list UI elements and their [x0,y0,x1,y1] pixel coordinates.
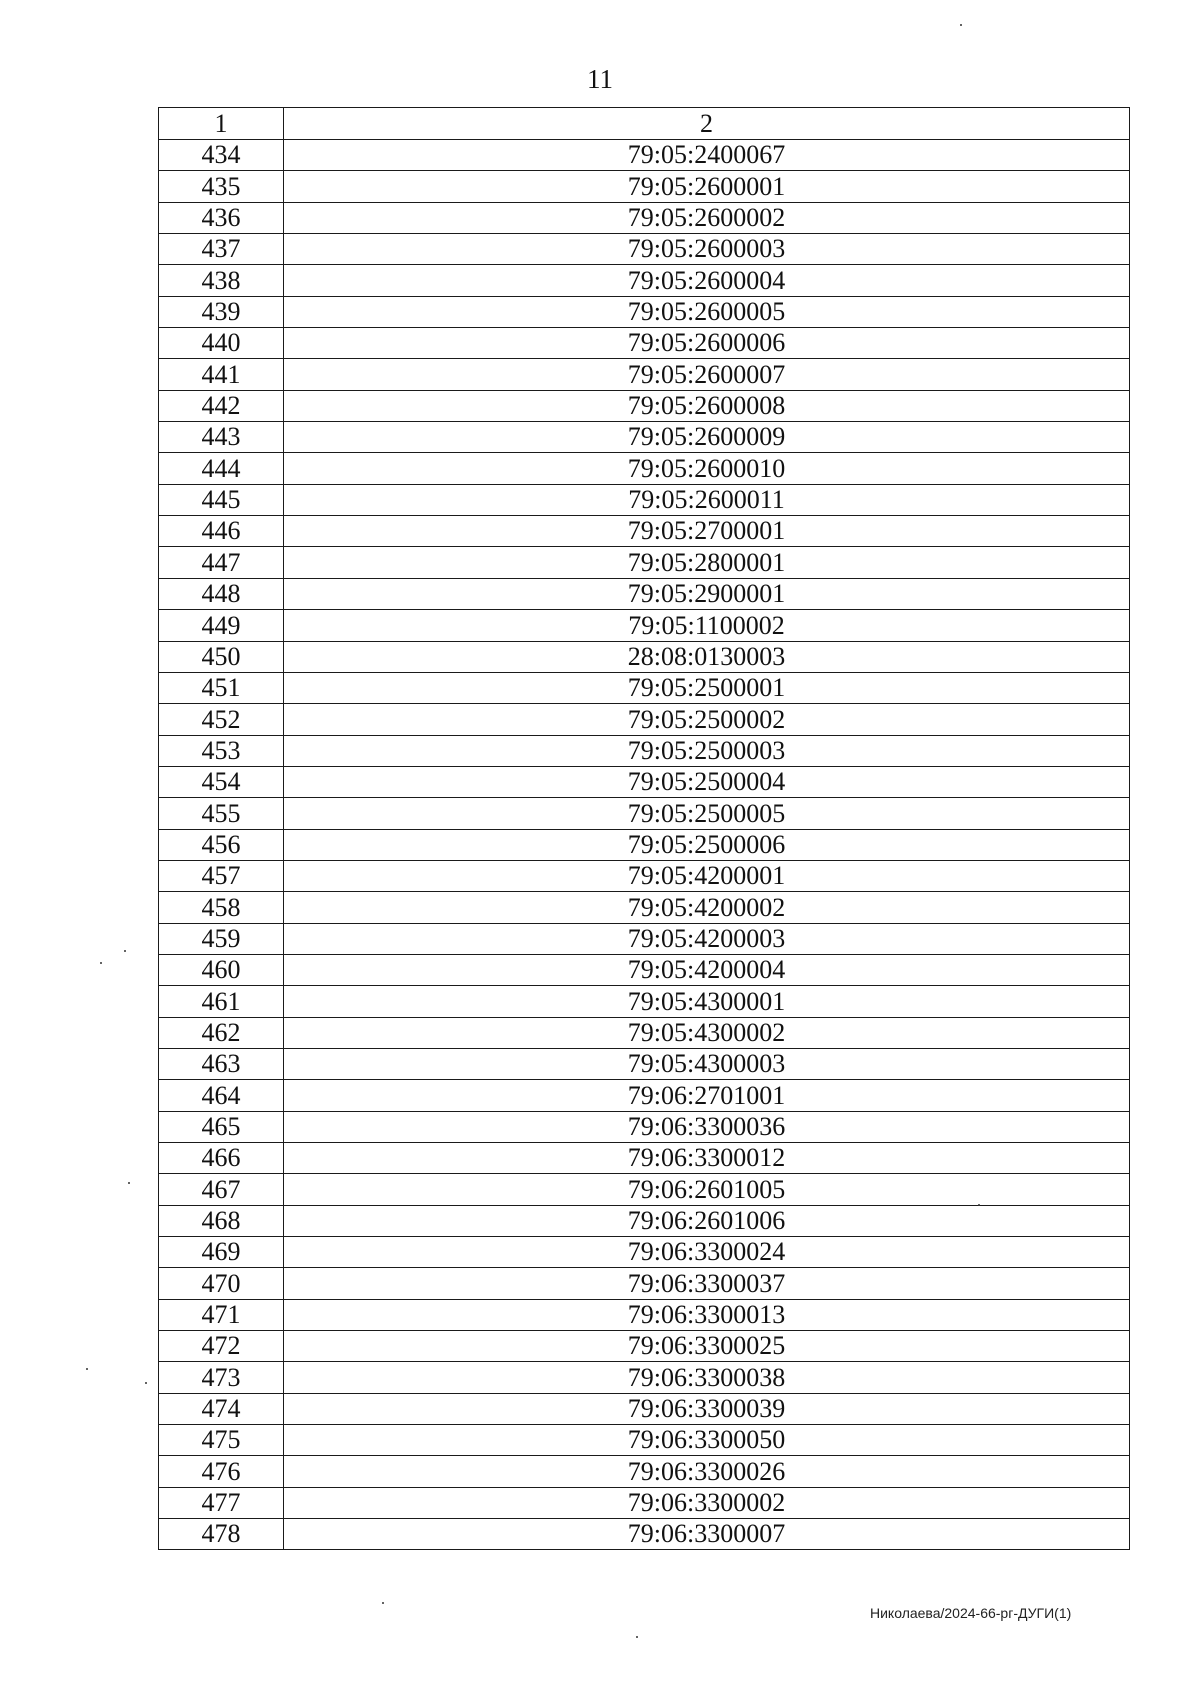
table-row [159,1048,1130,1079]
column-header-number: 1 [159,108,284,140]
cadastral-number: 79:06:3300039 [284,1393,1130,1424]
row-number: 468 [159,1205,284,1236]
table-row [159,359,1130,390]
row-number: 462 [159,1017,284,1048]
table-row [159,860,1130,891]
scan-speck [86,1368,88,1370]
scan-speck [978,1204,980,1206]
cadastral-number: 79:06:3300038 [284,1362,1130,1393]
row-number: 445 [159,484,284,515]
table-header [159,108,1130,140]
table-row [159,296,1130,327]
row-number: 450 [159,641,284,672]
row-number: 446 [159,516,284,547]
row-number: 454 [159,766,284,797]
cadastral-number: 79:06:3300036 [284,1111,1130,1142]
row-number: 453 [159,735,284,766]
row-number: 451 [159,672,284,703]
cadastral-number: 79:06:3300024 [284,1237,1130,1268]
cadastral-number: 79:06:2601005 [284,1174,1130,1205]
row-number: 438 [159,265,284,296]
table-row [159,1487,1130,1518]
row-number: 435 [159,171,284,202]
scan-speck [124,950,126,952]
table-row [159,1519,1130,1550]
cadastral-number: 79:05:4200002 [284,892,1130,923]
scan-speck [145,1382,147,1384]
table-row [159,1393,1130,1424]
document-reference: Николаева/2024-66-рг-ДУГИ(1) [870,1605,1072,1621]
table-row [159,641,1130,672]
scan-speck [100,962,102,964]
table-row [159,1456,1130,1487]
row-number: 441 [159,359,284,390]
row-number: 475 [159,1425,284,1456]
cadastral-number: 79:05:2600004 [284,265,1130,296]
table-row [159,1299,1130,1330]
cadastral-number: 79:05:4200004 [284,954,1130,985]
column-header-cadastral: 2 [284,108,1130,140]
row-number: 466 [159,1143,284,1174]
cadastral-number: 79:05:4300002 [284,1017,1130,1048]
table-row [159,328,1130,359]
row-number: 447 [159,547,284,578]
row-number: 442 [159,390,284,421]
cadastral-number: 79:06:3300037 [284,1268,1130,1299]
table-row [159,923,1130,954]
table-row [159,672,1130,703]
row-number: 461 [159,986,284,1017]
table-header-row [159,108,1130,140]
row-number: 437 [159,234,284,265]
cadastral-number: 79:05:4200003 [284,923,1130,954]
row-number: 470 [159,1268,284,1299]
cadastral-number: 79:05:2500004 [284,766,1130,797]
table-row [159,1205,1130,1236]
row-number: 465 [159,1111,284,1142]
table-row [159,547,1130,578]
table-row [159,610,1130,641]
cadastral-number: 79:05:2600001 [284,171,1130,202]
table-row [159,516,1130,547]
cadastral-number: 79:05:2600008 [284,390,1130,421]
cadastral-number: 79:05:2800001 [284,547,1130,578]
table-row [159,422,1130,453]
cadastral-number: 79:05:2500001 [284,672,1130,703]
cadastral-number: 28:08:0130003 [284,641,1130,672]
scan-speck [636,1636,638,1638]
table-row [159,1268,1130,1299]
table-row [159,1237,1130,1268]
table-row [159,202,1130,233]
table-row [159,954,1130,985]
scan-speck [382,1602,384,1604]
table-row [159,1362,1130,1393]
row-number: 436 [159,202,284,233]
row-number: 472 [159,1331,284,1362]
cadastral-number: 79:05:2600009 [284,422,1130,453]
row-number: 473 [159,1362,284,1393]
table-row [159,171,1130,202]
row-number: 476 [159,1456,284,1487]
table-row [159,1111,1130,1142]
cadastral-number: 79:05:4300001 [284,986,1130,1017]
cadastral-number: 79:06:3300026 [284,1456,1130,1487]
row-number: 452 [159,704,284,735]
row-number: 458 [159,892,284,923]
table-row [159,484,1130,515]
cadastral-number: 79:05:2500003 [284,735,1130,766]
cadastral-table [158,107,1130,1550]
table-row [159,140,1130,171]
row-number: 434 [159,140,284,171]
table-row [159,390,1130,421]
table-row [159,265,1130,296]
table-row [159,1331,1130,1362]
table-row [159,798,1130,829]
cadastral-number: 79:05:4300003 [284,1048,1130,1079]
row-number: 471 [159,1299,284,1330]
row-number: 459 [159,923,284,954]
cadastral-number: 79:05:2600005 [284,296,1130,327]
cadastral-number: 79:05:4200001 [284,860,1130,891]
cadastral-number: 79:05:2500002 [284,704,1130,735]
cadastral-number: 79:06:3300025 [284,1331,1130,1362]
row-number: 460 [159,954,284,985]
cadastral-number: 79:06:2701001 [284,1080,1130,1111]
table-row [159,1174,1130,1205]
table-row [159,578,1130,609]
row-number: 469 [159,1237,284,1268]
table-row [159,1080,1130,1111]
cadastral-number: 79:06:3300007 [284,1519,1130,1550]
row-number: 443 [159,422,284,453]
cadastral-number: 79:05:2600003 [284,234,1130,265]
cadastral-number: 79:05:2900001 [284,578,1130,609]
row-number: 478 [159,1519,284,1550]
cadastral-number: 79:05:2600011 [284,484,1130,515]
scan-speck [960,24,962,26]
row-number: 440 [159,328,284,359]
table-row [159,704,1130,735]
cadastral-number: 79:05:2400067 [284,140,1130,171]
table-row [159,829,1130,860]
table-row [159,766,1130,797]
cadastral-number: 79:06:3300012 [284,1143,1130,1174]
row-number: 463 [159,1048,284,1079]
table-row [159,986,1130,1017]
table-row [159,1017,1130,1048]
table-row [159,453,1130,484]
row-number: 444 [159,453,284,484]
scan-speck [128,1182,130,1184]
cadastral-number: 79:05:2500006 [284,829,1130,860]
cadastral-number: 79:05:2600007 [284,359,1130,390]
row-number: 457 [159,860,284,891]
row-number: 455 [159,798,284,829]
cadastral-number: 79:05:2500005 [284,798,1130,829]
row-number: 477 [159,1487,284,1518]
row-number: 449 [159,610,284,641]
table-body [159,140,1130,1550]
cadastral-number: 79:05:2600010 [284,453,1130,484]
cadastral-number: 79:05:2700001 [284,516,1130,547]
cadastral-number: 79:06:3300013 [284,1299,1130,1330]
cadastral-number: 79:05:2600006 [284,328,1130,359]
page-number: 11 [587,64,613,94]
row-number: 467 [159,1174,284,1205]
cadastral-number: 79:06:3300050 [284,1425,1130,1456]
cadastral-number: 79:06:2601006 [284,1205,1130,1236]
table-row [159,892,1130,923]
row-number: 464 [159,1080,284,1111]
table-row [159,1143,1130,1174]
row-number: 439 [159,296,284,327]
cadastral-number: 79:05:1100002 [284,610,1130,641]
cadastral-number: 79:05:2600002 [284,202,1130,233]
table-row [159,735,1130,766]
cadastral-number: 79:06:3300002 [284,1487,1130,1518]
row-number: 448 [159,578,284,609]
table-row [159,1425,1130,1456]
table-row [159,234,1130,265]
row-number: 474 [159,1393,284,1424]
row-number: 456 [159,829,284,860]
